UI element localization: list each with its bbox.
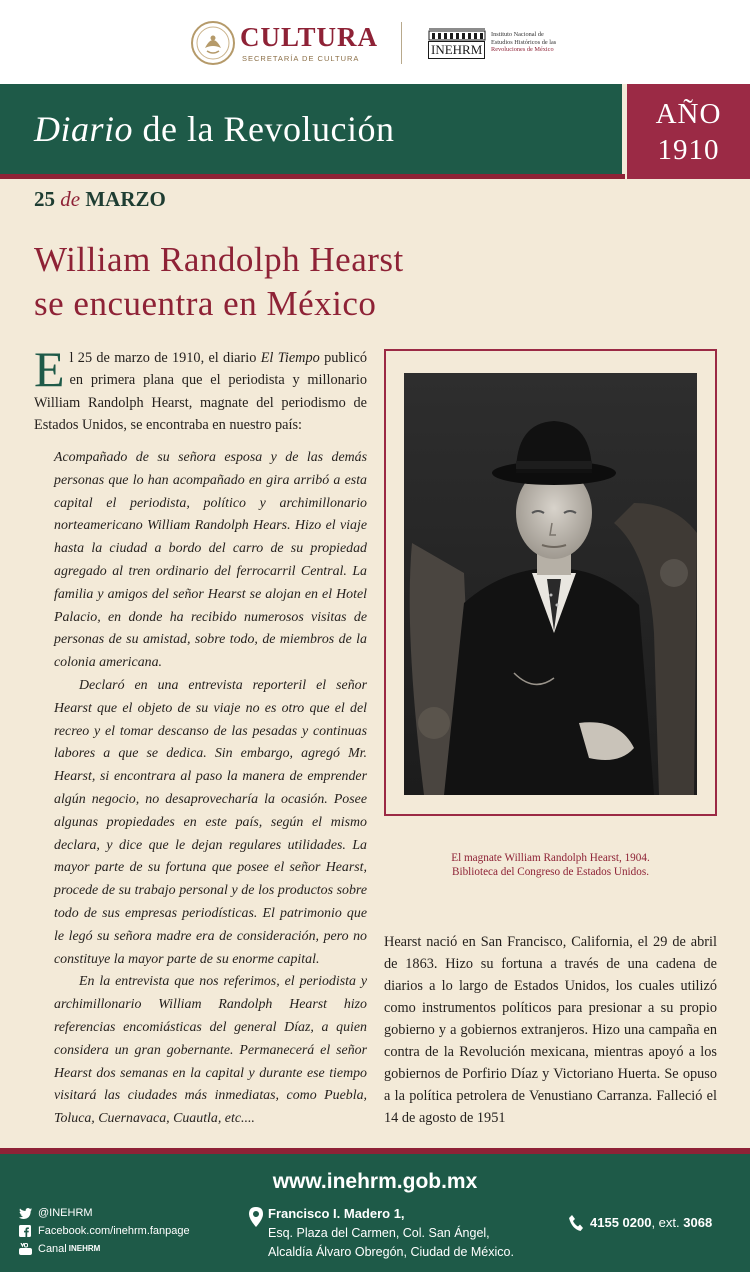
lead-text: l 25 de marzo de 1910, el diario bbox=[69, 350, 261, 366]
phone-number[interactable] bbox=[590, 1215, 712, 1230]
quote-paragraph: En la entrevista que nos referimos, el periodista y archimillonario William Randolph Hearst hizo referencias encomiásticas del general Díaz, a quien considera un gran gobernante. Permanecerá el señor Hearst dos semanas en la capital y durante ese tiempo visitará las ciudades más inmediatas, como Puebla, Toluca, Cuernavaca, Cuautla, etc.... bbox=[54, 974, 367, 1127]
cultura-subtitle: SECRETARÍA DE CULTURA bbox=[242, 54, 360, 63]
location-pin-icon bbox=[249, 1207, 263, 1227]
quote-paragraph: Acompañado de su señora esposa y de las demás personas que lo han acompañado en gira arribó a esta capital el periodista, político y archimillonario norteamericano William Randolph Hears. Hizo el viaje hasta la ciudad a bordo del carro de su propiedad agregado al tren ordinario del ferrocarril Central. La familia y amigos del señor Hearst se alojan en el Hotel Palacio, en donde ha recibido numerosos visitas de personas de su amistad, sobre todo, de miembros de la colonia americana. bbox=[54, 450, 367, 671]
youtube-label: Canal bbox=[38, 1243, 67, 1255]
header-divider bbox=[401, 22, 402, 64]
inehrm-acronym: INEHRM bbox=[428, 41, 485, 59]
date-de: de bbox=[55, 187, 86, 211]
inehrm-desc-line: Revoluciones de México bbox=[491, 46, 554, 53]
article-date bbox=[34, 187, 166, 212]
portrait-illustration bbox=[404, 373, 697, 795]
twitter-handle: @INEHRM bbox=[38, 1207, 93, 1219]
biography-paragraph: Hearst nació en San Francisco, California, el 29 de abril de 1863. Hizo su fortuna a través de una cadena de diarios a lo largo de Estados Unidos, los cuales utilizó como instrumentos políticos para presionar a su propio gobierno y a gobiernos extranjeros. Hizo una campaña en contra de la Revolución mexicana, mientras apoyó a los gobiernos de Porfirio Díaz y Victoriano Huerta. Se opuso a la política petrolera de Venustiano Carranza. Falleció el 14 de agosto de 1951 bbox=[384, 934, 717, 1126]
newspaper-quote bbox=[54, 447, 367, 1131]
cultura-logo[interactable] bbox=[190, 20, 380, 68]
cultura-title: CULTURA bbox=[240, 22, 379, 52]
facebook-url: Facebook.com/inehrm.fanpage bbox=[38, 1225, 190, 1237]
photo-frame bbox=[384, 349, 717, 816]
year-badge bbox=[625, 84, 750, 179]
headline-line: William Randolph Hearst bbox=[34, 240, 404, 279]
headline-line: se encuentra en México bbox=[34, 284, 377, 323]
phone-ext-label: , ext. bbox=[651, 1215, 684, 1230]
hearst-portrait bbox=[404, 373, 697, 795]
address-line: Alcaldía Álvaro Obregón, Ciudad de México. bbox=[268, 1245, 514, 1259]
mexican-seal-icon bbox=[190, 20, 236, 66]
banner-title-rest: de la Revolución bbox=[133, 109, 395, 149]
phone-ext-number: 3068 bbox=[683, 1215, 713, 1230]
year-label: AÑO bbox=[655, 98, 722, 130]
footer bbox=[0, 1154, 750, 1272]
caption-line: El magnate William Randolph Hearst, 1904. bbox=[451, 852, 650, 864]
lead-paragraph bbox=[34, 341, 367, 437]
phone-main: 4155 0200 bbox=[590, 1215, 652, 1230]
top-header bbox=[0, 0, 750, 84]
building-icon bbox=[428, 27, 486, 41]
phone-icon bbox=[569, 1215, 583, 1231]
banner-title-italic: Diario bbox=[34, 109, 134, 149]
twitter-link[interactable] bbox=[18, 1204, 190, 1222]
inehrm-logo[interactable] bbox=[428, 27, 568, 61]
newspaper-name: El Tiempo bbox=[260, 350, 320, 366]
date-month: MARZO bbox=[85, 187, 166, 211]
lead-text: publicó en primera plana que el periodista y millonario William Randolph Hearst, magnate del periodismo de Estados Unidos, se encontraba en nuestro país: bbox=[34, 350, 367, 434]
facebook-icon bbox=[18, 1225, 32, 1237]
inehrm-desc-line: Instituto Nacional de bbox=[491, 31, 544, 38]
twitter-icon bbox=[18, 1207, 32, 1219]
youtube-channel: INEHRM bbox=[68, 1244, 101, 1253]
banner-title bbox=[34, 108, 394, 150]
address-block bbox=[268, 1204, 514, 1262]
quote-paragraph: Declaró en una entrevista reporteril el señor Hearst que el objeto de su viaje no es otro que el del recreo y el tomar descanso de las pesadas y continuas labores a que se dedica. Sin embargo, agregó Mr. Hearst, si encontrara al paso la manera de emprender algún negocio, no desaprovecharía la ocasión. Posee algunas propiedades en este país, según el mismo declara, y dice que le dejan regulares utilidades. La mayor parte de su fortuna que posee el señor Hearst, procede de su trabajo personal y de los productos sobre todo de sus empresas periodísticas. El patrimonio que le legó su señora madre era de consideración, pero no constituye la mayor parte de su enorme capital. bbox=[54, 677, 367, 967]
date-day: 25 bbox=[34, 187, 55, 211]
inehrm-description bbox=[491, 31, 571, 54]
youtube-icon bbox=[18, 1243, 32, 1255]
address-street: Francisco I. Madero 1, bbox=[268, 1206, 405, 1221]
inehrm-desc-line: Estudios Históricos de las bbox=[491, 38, 557, 46]
year-value: 1910 bbox=[657, 134, 720, 166]
photo-caption bbox=[384, 851, 717, 879]
facebook-link[interactable] bbox=[18, 1222, 190, 1240]
address-line: Esq. Plaza del Carmen, Col. San Ángel, bbox=[268, 1226, 490, 1240]
caption-line: Biblioteca del Congreso de Estados Unidos. bbox=[452, 866, 649, 878]
social-links bbox=[18, 1204, 190, 1258]
drop-cap: E bbox=[34, 341, 65, 397]
youtube-link[interactable] bbox=[18, 1240, 190, 1258]
headline bbox=[34, 238, 594, 326]
website-link[interactable]: www.inehrm.gob.mx bbox=[272, 1170, 478, 1193]
